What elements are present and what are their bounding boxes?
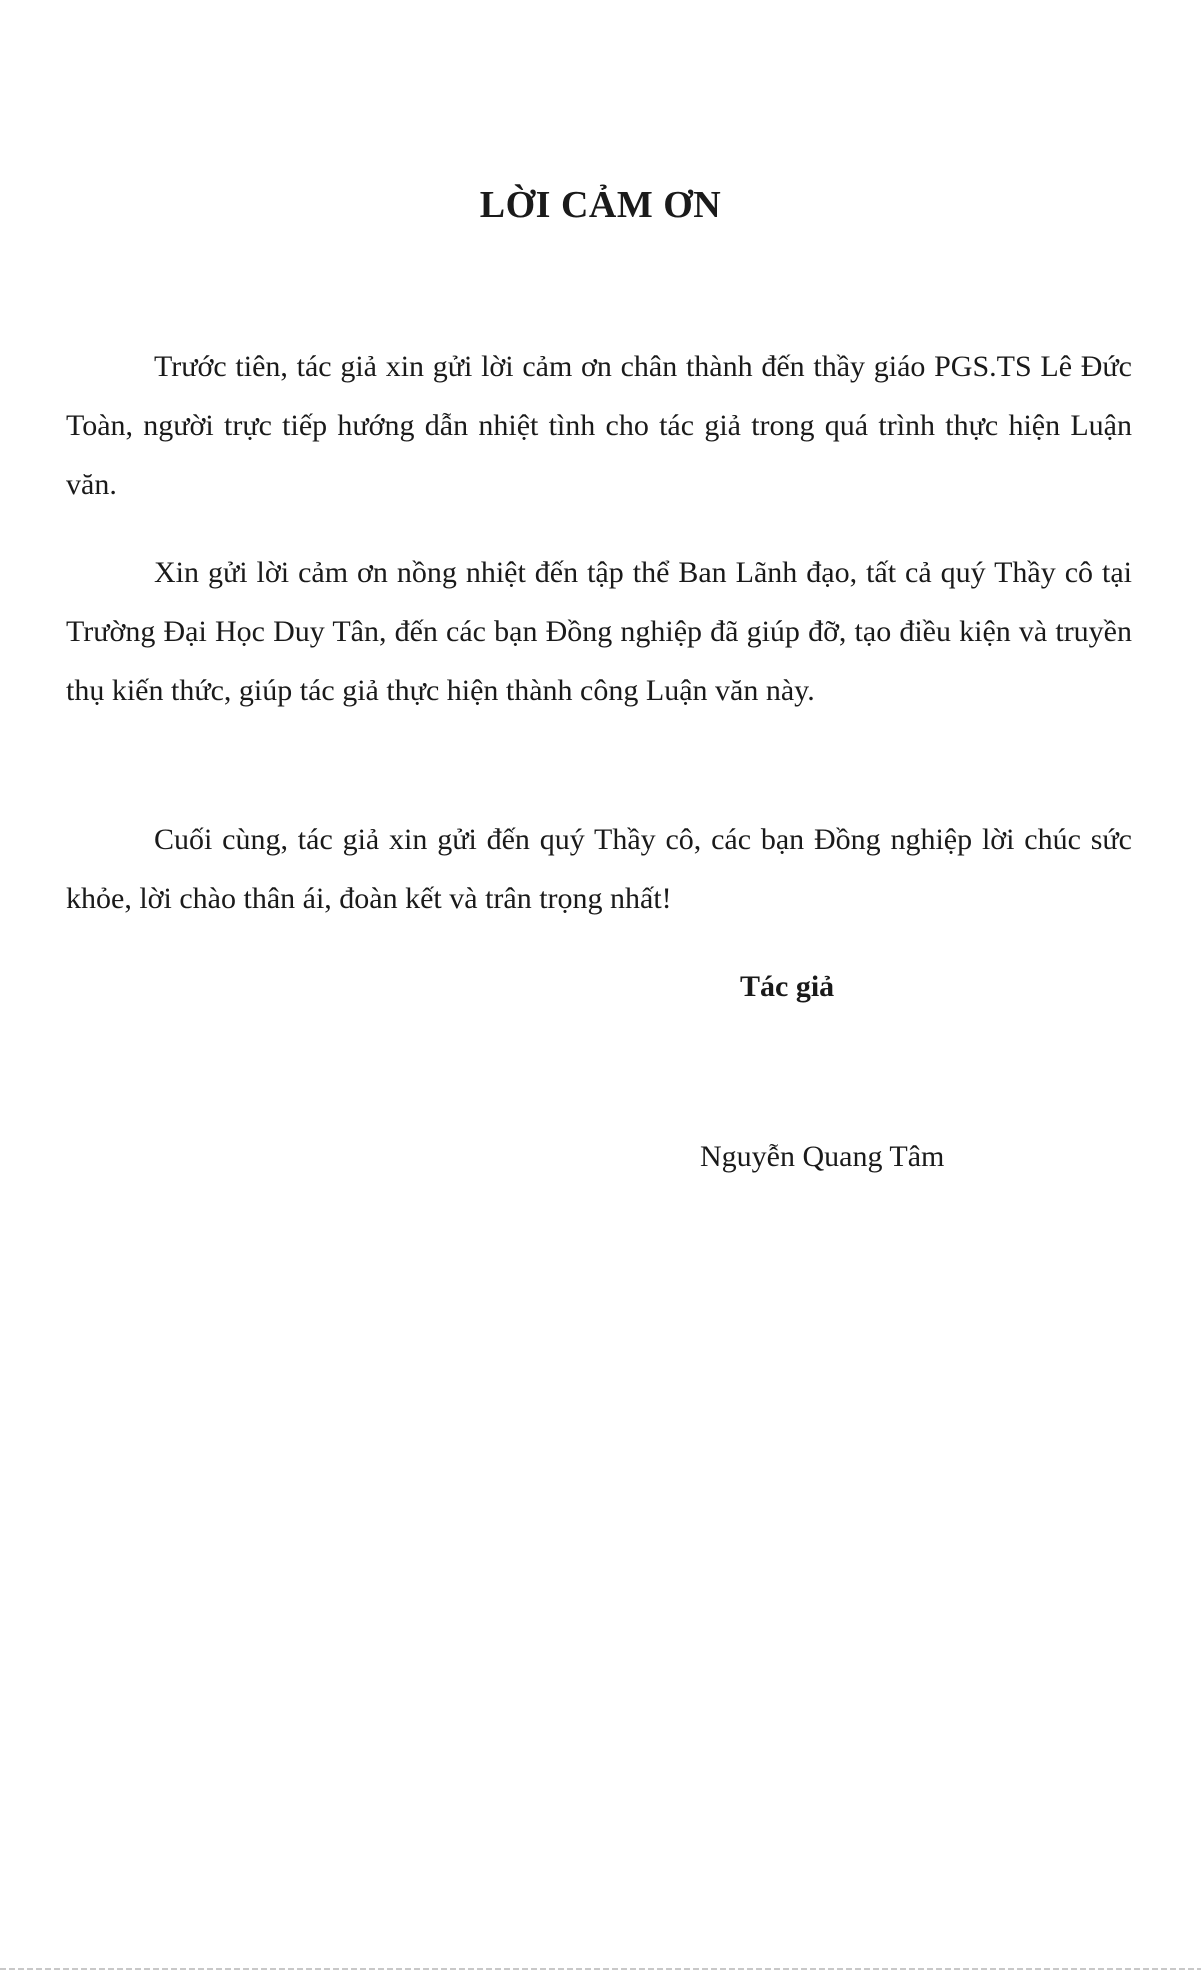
paragraph-2: Xin gửi lời cảm ơn nồng nhiệt đến tập thể Ban Lãnh đạo, tất cả quý Thầy cô tại Trường Đại Học Duy Tân, đến các bạn Đồng nghiệp đã giúp đỡ, tạo điều kiện và truyền thụ kiến thức, giúp tác giả thực hiện thành công Luận văn này. <box>66 556 1132 707</box>
signature-name: Nguyễn Quang Tâm <box>700 1140 945 1173</box>
page-title: LỜI CẢM ƠN <box>479 184 722 226</box>
paragraph-3: Cuối cùng, tác giả xin gửi đến quý Thầy cô, các bạn Đồng nghiệp lời chúc sức khỏe, lời chào thân ái, đoàn kết và trân trọng nhất! <box>66 823 1132 915</box>
page-bottom-border <box>0 1968 1201 1970</box>
paragraph-1: Trước tiên, tác giả xin gửi lời cảm ơn chân thành đến thầy giáo PGS.TS Lê Đức Toàn, người trực tiếp hướng dẫn nhiệt tình cho tác giả trong quá trình thực hiện Luận văn. <box>66 350 1132 501</box>
signature-title: Tác giả <box>740 970 835 1003</box>
